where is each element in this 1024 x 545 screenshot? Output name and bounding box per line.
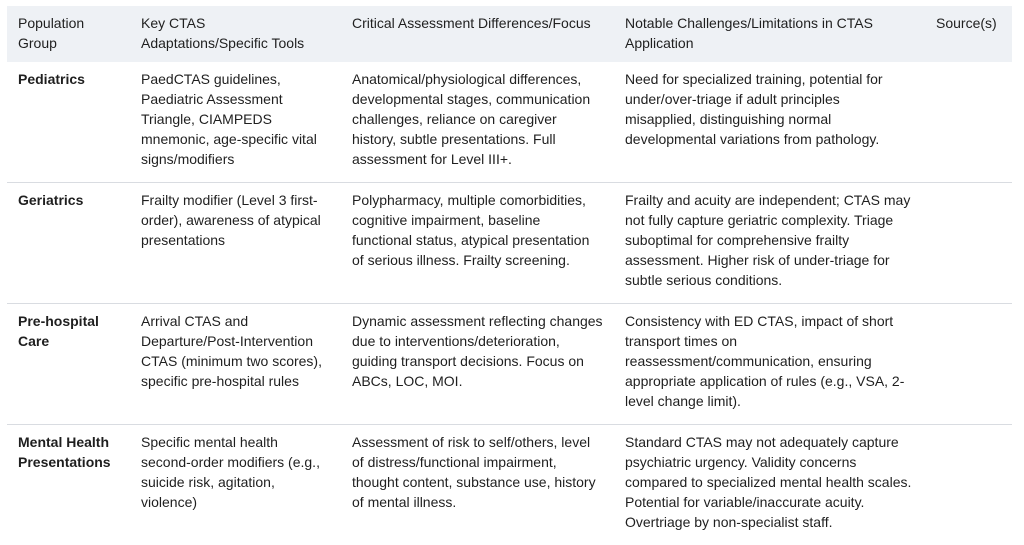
table-row [7,183,1012,304]
table-body [7,62,1012,545]
header-population-group: Population Group [7,6,130,62]
cell-challenges: Frailty and acuity are independent; CTAS may not fully capture geriatric complexity. Triage suboptimal for comprehensive frailty assessment. Higher risk of under-triage for subtle serious conditions. [614,183,925,304]
cell-challenges: Consistency with ED CTAS, impact of short transport times on reassessment/communication, ensuring appropriate application of rules (e.g., VSA, 2-level change limit). [614,304,925,425]
cell-sources [925,425,1012,545]
cell-assessment: Polypharmacy, multiple comorbidities, cognitive impairment, baseline functional status, atypical presentation of serious illness. Frailty screening. [341,183,614,304]
ctas-population-table-container [7,6,1012,545]
header-row [7,6,1012,62]
header-sources: Source(s) [925,6,1012,62]
cell-challenges: Need for specialized training, potential for under/over-triage if adult principles misapplied, distinguishing normal developmental variations from pathology. [614,62,925,183]
cell-adaptations: Frailty modifier (Level 3 first-order), awareness of atypical presentations [130,183,341,304]
cell-population-group: Pre-hospital Care [7,304,130,425]
table-header [7,6,1012,62]
ctas-population-table [7,6,1012,545]
header-key-adaptations: Key CTAS Adaptations/Specific Tools [130,6,341,62]
cell-assessment: Dynamic assessment reflecting changes due to interventions/deterioration, guiding transport decisions. Focus on ABCs, LOC, MOI. [341,304,614,425]
cell-population-group: Mental Health Presentations [7,425,130,545]
cell-sources [925,304,1012,425]
cell-assessment: Anatomical/physiological differences, developmental stages, communication challenges, reliance on caregiver history, subtle presentations. Full assessment for Level III+. [341,62,614,183]
cell-sources [925,183,1012,304]
table-row [7,425,1012,545]
cell-sources [925,62,1012,183]
cell-population-group: Geriatrics [7,183,130,304]
table-row [7,304,1012,425]
header-challenges: Notable Challenges/Limitations in CTAS Application [614,6,925,62]
table-row [7,62,1012,183]
cell-adaptations: PaedCTAS guidelines, Paediatric Assessment Triangle, CIAMPEDS mnemonic, age-specific vital signs/modifiers [130,62,341,183]
cell-adaptations: Specific mental health second-order modifiers (e.g., suicide risk, agitation, violence) [130,425,341,545]
cell-adaptations: Arrival CTAS and Departure/Post-Intervention CTAS (minimum two scores), specific pre-hospital rules [130,304,341,425]
cell-challenges: Standard CTAS may not adequately capture psychiatric urgency. Validity concerns compared to specialized mental health scales. Potential for variable/inaccurate acuity. Overtriage by non-specialist staff. [614,425,925,545]
cell-population-group: Pediatrics [7,62,130,183]
header-assessment-focus: Critical Assessment Differences/Focus [341,6,614,62]
cell-assessment: Assessment of risk to self/others, level of distress/functional impairment, thought content, substance use, history of mental illness. [341,425,614,545]
